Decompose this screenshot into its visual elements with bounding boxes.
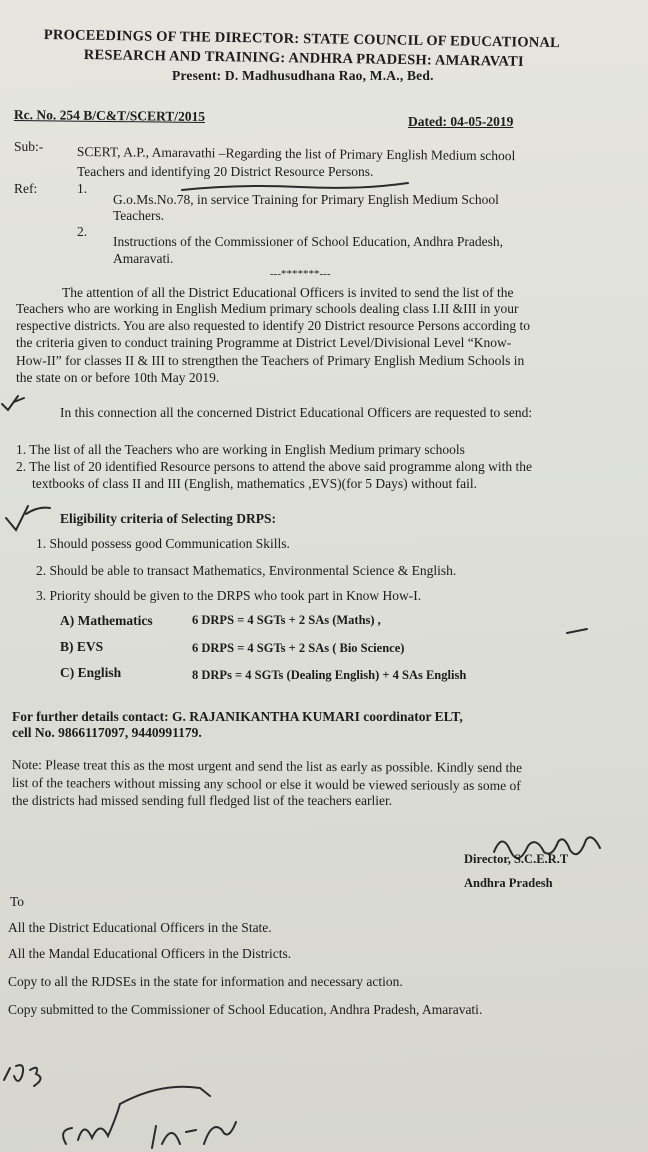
header-line-3: Present: D. Madhusudhana Rao, M.A., Bed. bbox=[172, 68, 434, 83]
date: Dated: 04-05-2019 bbox=[408, 114, 514, 129]
contact-line-2: cell No. 9866117097, 9440991179. bbox=[12, 725, 202, 740]
to-line-4: Copy submitted to the Commissioner of School Education, Andhra Pradesh, Amaravati. bbox=[8, 1002, 483, 1017]
ref-2-number: 2. bbox=[77, 224, 88, 239]
reference-number: Rc. No. 254 B/C&T/SCERT/2015 bbox=[13, 107, 206, 125]
ref-1-line-2: Teachers. bbox=[113, 208, 165, 223]
to-line-1: All the District Educational Officers in the State. bbox=[8, 920, 272, 935]
margin-tick-2 bbox=[2, 500, 52, 540]
request-2-cont: textbooks of class II and III (English, mathematics ,EVS)(for 5 Days) without fail. bbox=[32, 476, 478, 491]
criteria-3: 3. Priority should be given to the DRPS who took part in Know How-I. bbox=[36, 588, 422, 603]
to-line-2: All the Mandal Educational Officers in the Districts. bbox=[8, 946, 292, 961]
note-line-1: Note: Please treat this as the most urgent and send the list as early as possible. Kindly send the bbox=[11, 757, 523, 776]
allocation-subject-english: C) English bbox=[60, 665, 122, 680]
criteria-title: Eligibility criteria of Selecting DRPS: bbox=[60, 511, 276, 526]
ref-1-line-1: G.o.Ms.No.78, in service Training for Primary English Medium School bbox=[113, 192, 499, 207]
para1-line-6: the state on or before 10th May 2019. bbox=[16, 370, 220, 385]
allocation-detail-english: 8 DRPs = 4 SGTs (Dealing English) + 4 SAs English bbox=[192, 668, 467, 682]
allocation-subject-maths: A) Mathematics bbox=[60, 613, 153, 628]
contact-line-1: For further details contact: G. RAJANIKANTHA KUMARI coordinator ELT, bbox=[12, 709, 463, 724]
signatory-state: Andhra Pradesh bbox=[464, 876, 553, 890]
to-line-3: Copy to all the RJDSEs in the state for information and necessary action. bbox=[8, 974, 403, 989]
margin-tick-1 bbox=[0, 392, 26, 414]
para1-line-1: The attention of all the District Educational Officers is invited to send the list of the bbox=[62, 285, 514, 300]
to-label: To bbox=[10, 894, 25, 909]
criteria-1: 1. Should possess good Communication Skills. bbox=[36, 536, 290, 551]
para2: In this connection all the concerned District Educational Officers are requested to send: bbox=[60, 405, 533, 420]
request-1: 1. The list of all the Teachers who are working in English Medium primary schools bbox=[16, 442, 465, 457]
margin-dash bbox=[565, 626, 589, 636]
ref-1-number: 1. bbox=[77, 181, 88, 196]
subject-line-2: Teachers and identifying 20 District Resource Persons. bbox=[77, 164, 374, 179]
para1-line-4: the criteria given to conduct training Programme at District Level/Divisional Level “Know- bbox=[16, 335, 512, 350]
header-line-1: PROCEEDINGS OF THE DIRECTOR: STATE COUNCIL OF EDUCATIONAL bbox=[43, 27, 561, 52]
subject-label: Sub:- bbox=[14, 139, 44, 154]
para1-line-2: Teachers who are working in English Medium primary schools dealing class I.II &III in your bbox=[16, 301, 519, 316]
subject-line-1: SCERT, A.P., Amaravathi –Regarding the list of Primary English Medium school bbox=[76, 144, 516, 164]
separator: ---*******--- bbox=[270, 268, 331, 280]
para1-line-5: How-II” for classes II & III to strengthen the Teachers of Primary English Medium Schools in bbox=[16, 353, 525, 368]
handwritten-underline bbox=[180, 180, 410, 194]
header-line-2: RESEARCH AND TRAINING: ANDHRA PRADESH: AMARAVATI bbox=[83, 47, 524, 70]
signatory-title: Director, S.C.E.R.T bbox=[464, 852, 569, 866]
bottom-handwritten-note bbox=[0, 1060, 250, 1152]
criteria-2: 2. Should be able to transact Mathematics, Environmental Science & English. bbox=[36, 563, 457, 578]
para1-line-3: respective districts. You are also requested to identify 20 District resource Persons according to bbox=[16, 318, 530, 333]
ref-2-line-2: Amaravati. bbox=[113, 251, 174, 266]
note-line-3: the districts had missed sending full fledged list of the teachers earlier. bbox=[12, 793, 393, 808]
ref-label: Ref: bbox=[14, 181, 38, 196]
request-2: 2. The list of 20 identified Resource persons to attend the above said programme along with the bbox=[16, 459, 532, 474]
allocation-detail-maths: 6 DRPS = 4 SGTs + 2 SAs (Maths) , bbox=[192, 613, 381, 627]
allocation-detail-evs: 6 DRPS = 4 SGTs + 2 SAs ( Bio Science) bbox=[192, 641, 405, 655]
note-line-2: list of the teachers without missing any school or else it would be viewed seriously as some of bbox=[11, 775, 521, 794]
ref-2-line-1: Instructions of the Commissioner of School Education, Andhra Pradesh, bbox=[113, 234, 503, 249]
allocation-subject-evs: B) EVS bbox=[60, 639, 104, 654]
